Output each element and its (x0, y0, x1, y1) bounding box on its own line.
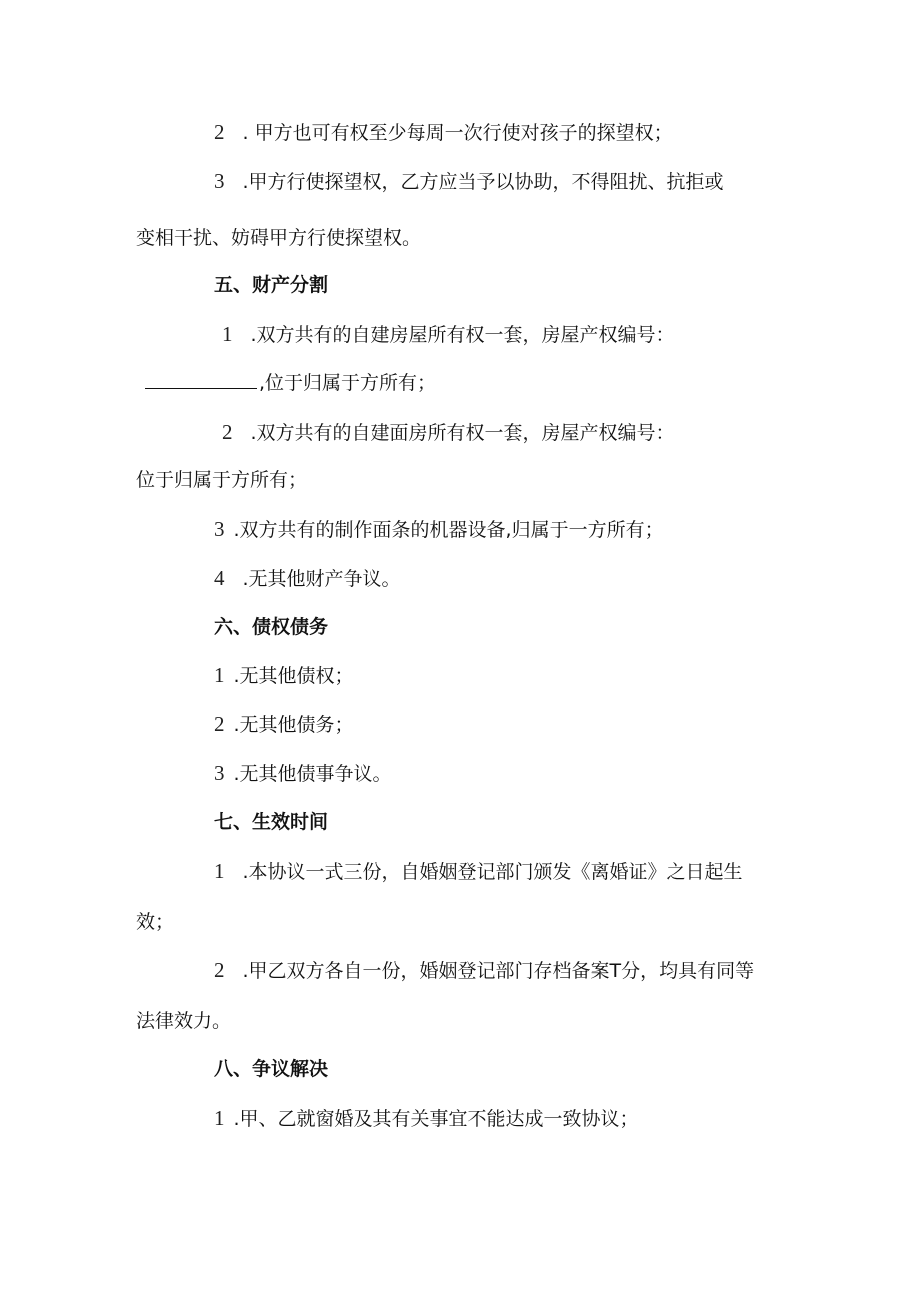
effective-item-1-continued (136, 908, 920, 936)
section-heading-effective-time: 七、生效时间 (214, 811, 329, 833)
item-text: .甲、乙就窗婚及其有关事宜不能达成一致协议； (233, 1108, 639, 1130)
debt-item-3 (214, 759, 920, 788)
section-heading-property-division: 五、财产分割 (214, 274, 329, 296)
item-text: ,位于归属于方所有； (259, 372, 437, 394)
effective-item-2-continued (136, 1007, 920, 1035)
custody-visit-item-2 (214, 118, 920, 147)
property-item-2 (222, 418, 920, 447)
property-item-1 (222, 320, 920, 349)
item-text: .无其他债权； (233, 665, 354, 687)
item-text: .无其他财产争议。 (242, 568, 401, 590)
debt-item-1 (214, 661, 920, 690)
custody-visit-item-3 (214, 167, 920, 196)
property-item-2-continued (136, 466, 920, 494)
property-item-1-continued (145, 369, 920, 397)
section-heading-debts: 六、债权债务 (214, 616, 329, 638)
item-number: 2 (222, 420, 233, 444)
item-number: 3 (214, 517, 225, 541)
item-number: 1 (214, 859, 225, 883)
item-text: . 甲方也可有权至少每周一次行使对孩子的探望权； (242, 122, 673, 144)
item-text: .甲方行使探望权，乙方应当予以协助，不得阻扰、抗拒或 (242, 171, 724, 193)
item-text: .无其他债事争议。 (233, 763, 392, 785)
item-number: 1 (222, 322, 233, 346)
item-number: 2 (214, 958, 225, 982)
effective-item-2 (214, 956, 920, 985)
item-number: 2 (214, 120, 225, 144)
property-item-4 (214, 564, 920, 593)
item-number: 4 (214, 566, 225, 590)
item-number: 1 (214, 663, 225, 687)
item-number: 2 (214, 712, 225, 736)
dispute-item-1 (214, 1104, 920, 1133)
item-number: 1 (214, 1106, 225, 1130)
effective-item-1 (214, 857, 920, 886)
item-number: 3 (214, 169, 225, 193)
debt-item-2 (214, 710, 920, 739)
item-text: 变相干扰、妨碍甲方行使探望权。 (136, 227, 422, 249)
item-text: .无其他债务； (233, 714, 354, 736)
item-text: .甲乙双方各自一份，婚姻登记部门存档备案T分，均具有同等 (242, 960, 755, 982)
custody-visit-item-3-continued (136, 224, 920, 252)
item-text: .双方共有的自建房屋所有权一套，房屋产权编号： (250, 324, 675, 346)
property-item-3 (214, 515, 920, 544)
item-number: 3 (214, 761, 225, 785)
fill-in-blank-line (145, 370, 257, 389)
item-text: .双方共有的制作面条的机器设备,归属于一方所有； (233, 519, 664, 541)
item-text: .双方共有的自建面房所有权一套，房屋产权编号： (250, 422, 675, 444)
section-heading-dispute-resolution: 八、争议解决 (214, 1058, 329, 1080)
item-text: 效； (136, 911, 175, 933)
item-text: 位于归属于方所有； (136, 469, 308, 491)
item-text: 法律效力。 (136, 1010, 232, 1032)
item-text: .本协议一式三份，自婚姻登记部门颁发《离婚证》之日起生 (242, 861, 743, 883)
